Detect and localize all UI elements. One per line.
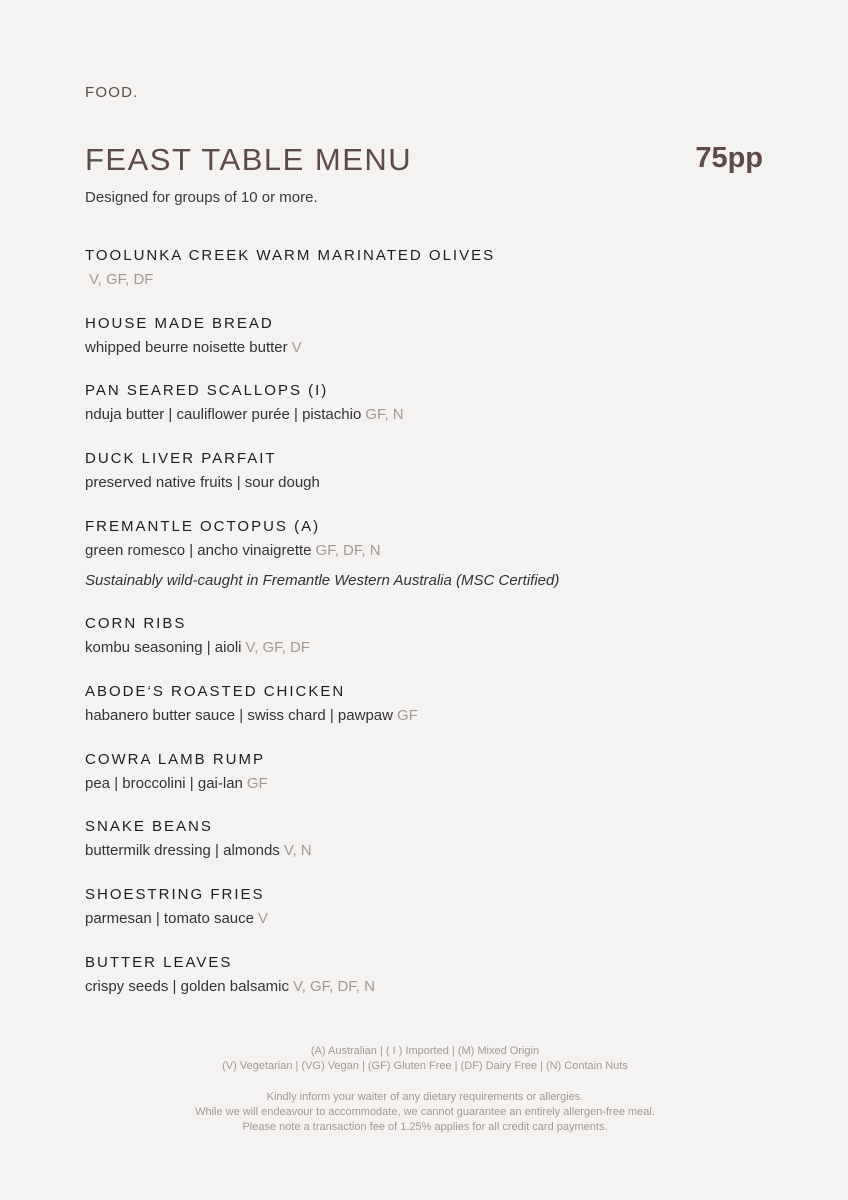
item-name: BUTTER LEAVES [85,953,233,971]
item-dietary-tags: V [257,910,268,927]
item-description [85,977,765,997]
menu-item [85,449,765,517]
item-name: DUCK LIVER PARFAIT [85,450,277,468]
item-desc-text: kombu seasoning | aioli [85,639,242,657]
item-desc-text: parmesan | tomato sauce [85,910,254,927]
item-description [85,270,765,290]
item-dietary-tags: V, GF, DF [245,639,310,657]
item-description [85,706,765,726]
item-desc-text: pea | broccolini | gai-lan [85,774,243,792]
menu-subtitle: Designed for groups of 10 or more. [85,189,318,206]
item-description [85,909,765,929]
item-description [85,338,765,358]
menu-item [85,750,765,818]
item-name: ABODE‘S ROASTED CHICKEN [85,682,346,700]
item-desc-text: buttermilk dressing | almonds [85,842,280,860]
allergy-notice: Kindly inform your waiter of any dietary requirements or allergies. [266,1091,584,1103]
item-dietary-tags: GF [396,706,418,724]
item-name: CORN RIBS [85,615,187,633]
item-desc-text: crispy seeds | golden balsamic [85,977,289,995]
menu-item [85,517,765,615]
item-sourcing-note: Sustainably wild-caught in Fremantle Western Australia (MSC Certified) [85,571,560,589]
item-desc-text: preserved native fruits | sour dough [85,474,320,492]
item-dietary-tags: GF, N [365,406,404,424]
item-dietary-tags: GF, DF, N [315,541,381,559]
menu-items [85,246,765,1020]
item-name: SNAKE BEANS [85,818,213,836]
menu-item [85,682,765,750]
item-name: PAN SEARED SCALLOPS (I) [85,382,329,400]
item-desc-text: nduja butter | cauliflower purée | pistachio [85,406,362,424]
allergen-disclaimer: While we will endeavour to accommodate, we cannot guarantee an entirely allergen-free meal. [195,1106,655,1118]
item-dietary-tags: V [291,338,302,356]
menu-item [85,953,765,1021]
item-description [85,473,765,493]
menu-item [85,614,765,682]
menu-item [85,885,765,953]
item-name: HOUSE MADE BREAD [85,314,274,332]
item-dietary-tags: GF [246,774,268,792]
item-description [85,405,765,425]
menu-footer [85,1044,765,1135]
item-name: FREMANTLE OCTOPUS (A) [85,517,321,535]
item-name: SHOESTRING FRIES [85,886,265,903]
menu-item [85,246,765,314]
item-description [85,638,765,658]
item-name: COWRA LAMB RUMP [85,750,266,768]
item-description [85,541,765,561]
menu-item [85,817,765,885]
item-dietary-tags: V, N [283,842,312,860]
dietary-legend: (V) Vegetarian | (VG) Vegan | (GF) Gluten Free | (DF) Dairy Free | (N) Contain Nuts [222,1060,628,1072]
item-description [85,841,765,861]
menu-item [85,381,765,449]
menu-item [85,314,765,382]
item-description [85,774,765,794]
origin-legend: (A) Australian | ( I ) Imported | (M) Mixed Origin [310,1045,540,1057]
item-desc-text: green romesco | ancho vinaigrette [85,541,312,559]
item-desc-text: habanero butter sauce | swiss chard | pawpaw [85,706,393,724]
card-fee-notice: Please note a transaction fee of 1.25% applies for all credit card payments. [242,1121,608,1133]
item-name: TOOLUNKA CREEK WARM MARINATED OLIVES [85,247,496,264]
item-desc-text: whipped beurre noisette butter [85,338,288,356]
item-dietary-tags: V, GF, DF, N [293,977,375,995]
section-label: FOOD. [85,84,139,101]
menu-title: FEAST TABLE MENU [85,142,413,177]
menu-page [85,0,765,1200]
footer-spacer [85,1074,765,1090]
menu-price: 75pp [695,142,763,174]
item-dietary-tags: V, GF, DF [89,271,154,288]
